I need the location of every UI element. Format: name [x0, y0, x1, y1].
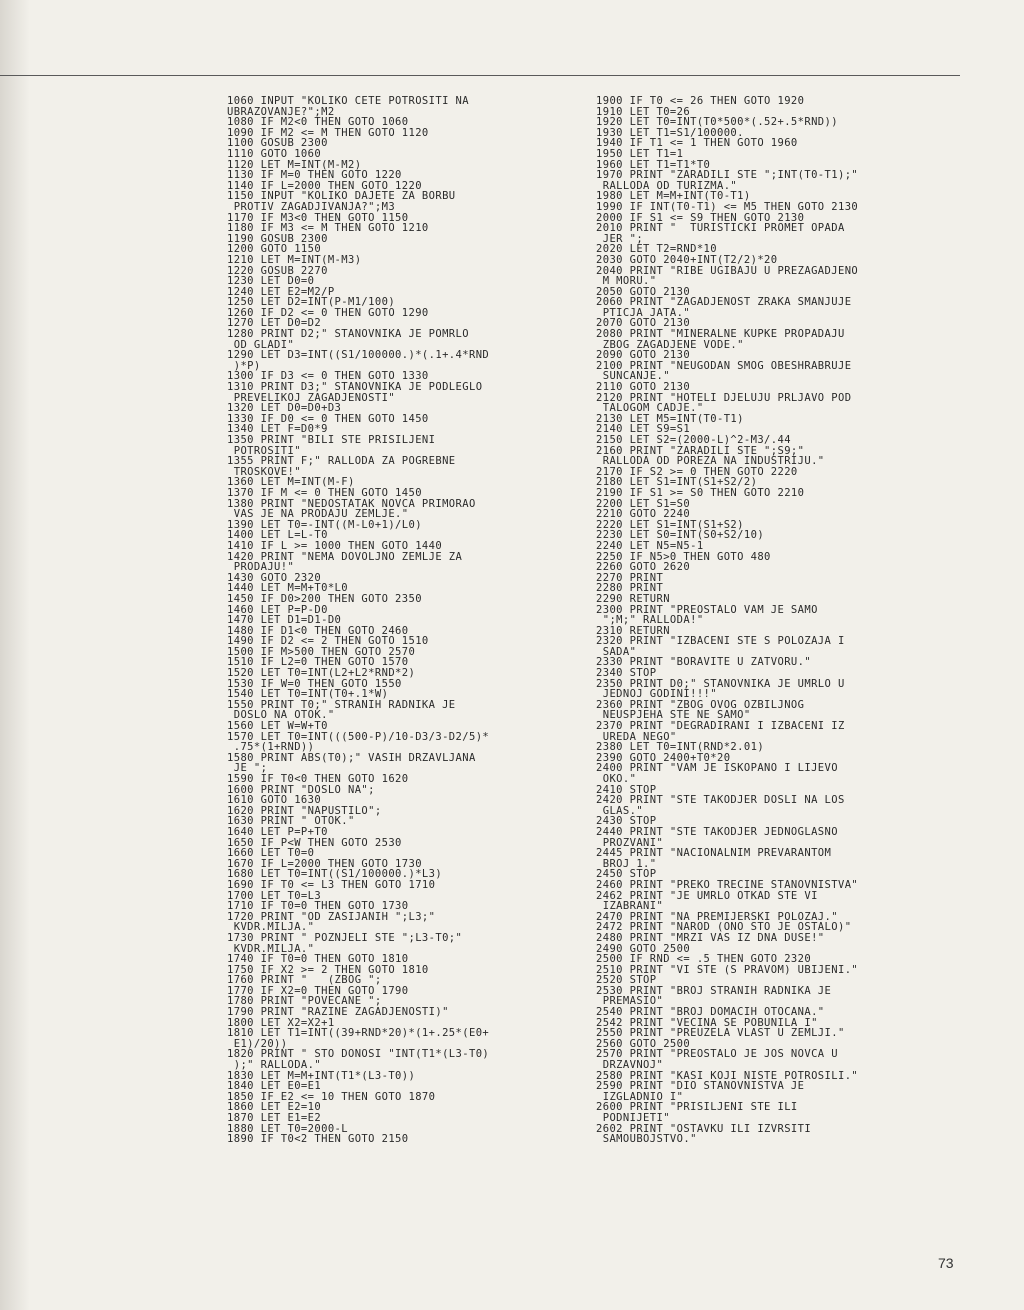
code-line: 1320 LET D0=D0+D3 — [227, 402, 342, 415]
code-line: 1210 LET M=INT(M-M3) — [227, 253, 362, 266]
code-line: 2040 PRINT "RIBE UGIBAJU U PREZAGADJENO — [596, 264, 859, 277]
code-line: JER "; — [596, 232, 644, 245]
code-line: SADA" — [596, 645, 637, 658]
code-line: 1900 IF T0 <= 26 THEN GOTO 1920 — [596, 95, 805, 107]
code-line: 1230 LET D0=0 — [227, 275, 315, 288]
code-line: )*P) — [227, 359, 261, 372]
code-line: 1800 LET X2=X2+1 — [227, 1016, 335, 1029]
code-line: 1470 LET D1=D1-D0 — [227, 614, 342, 627]
code-line: 1840 LET E0=E1 — [227, 1080, 322, 1093]
code-line: 2590 PRINT "DIO STANOVNISTVA JE — [596, 1080, 805, 1093]
code-line: 2462 PRINT "JE UMRLO OTKAD STE VI — [596, 889, 818, 902]
code-line: ";M;" RALLODA!" — [596, 614, 704, 627]
code-line: 2290 RETURN — [596, 592, 670, 605]
code-line: 2230 LET S0=INT(S0+S2/10) — [596, 529, 765, 542]
code-line: 1430 GOTO 2320 — [227, 571, 322, 584]
code-line: 2540 PRINT "BROJ DOMACIH OTOCANA." — [596, 1006, 825, 1019]
code-line: 1330 IF D0 <= 0 THEN GOTO 1450 — [227, 412, 429, 425]
code-line: 1760 PRINT " (ZBOG "; — [227, 974, 382, 987]
code-line: 2180 LET S1=INT(S1+S2/2) — [596, 476, 758, 489]
code-line: JEDNOJ GODINI!!!" — [596, 688, 717, 701]
code-line: 1220 GOSUB 2270 — [227, 264, 328, 277]
code-line: 2130 LET M5=INT(T0-T1) — [596, 412, 744, 425]
code-line: 1610 GOTO 1630 — [227, 794, 322, 807]
code-line: 2410 STOP — [596, 783, 657, 796]
code-line: 2340 STOP — [596, 667, 657, 680]
code-line: 1400 LET L=L-T0 — [227, 529, 328, 542]
code-line: 1350 PRINT "BILI STE PRISILJENI — [227, 434, 436, 446]
code-line: PROTIV ZAGADJIVANJA?";M3 — [227, 200, 396, 213]
code-line: 1830 LET M=M+INT(T1*(L3-T0)) — [227, 1069, 416, 1082]
code-line: NEUSPJEHA STE NE SAMO" — [596, 709, 751, 722]
code-line: 2450 STOP — [596, 868, 657, 881]
code-line: 1960 LET T1=T1*T0 — [596, 158, 711, 171]
code-line: 2220 LET S1=INT(S1+S2) — [596, 518, 744, 531]
code-line: OD GLADI" — [227, 338, 295, 351]
code-line: 2320 PRINT "IZBACENI STE S POLOZAJA I — [596, 635, 845, 648]
code-line: 2120 PRINT "HOTELI DJELUJU PRLJAVO POD — [596, 391, 852, 404]
code-line: 1280 PRINT D2;" STANOVNIKA JE POMRLO — [227, 328, 469, 341]
code-line: 1790 PRINT "RAZINE ZAGADJENOSTI)" — [227, 1006, 449, 1019]
code-line: 1540 LET T0=INT(T0+.1*W) — [227, 688, 389, 701]
code-line: 1490 IF D2 <= 2 THEN GOTO 1510 — [227, 635, 429, 648]
code-line: 2472 PRINT "NAROD (ONO STO JE OSTALO)" — [596, 921, 852, 934]
code-line: PTICJA JATA." — [596, 306, 691, 319]
code-line: 2260 GOTO 2620 — [596, 561, 691, 574]
code-line: SAMOUBOJSTVO." — [596, 1133, 697, 1146]
code-line: 1680 LET T0=INT((S1/100000.)*L3) — [227, 868, 443, 881]
code-line: 1580 PRINT ABS(T0);" VASIH DRZAVLJANA — [227, 751, 476, 764]
code-line: 2530 PRINT "BROJ STRANIH RADNIKA JE — [596, 984, 832, 997]
code-line: 1930 LET T1=S1/100000. — [596, 126, 744, 139]
code-line: BROJ 1." — [596, 857, 657, 870]
code-line: SUNCANJE." — [596, 370, 670, 383]
code-line: 1850 IF E2 <= 10 THEN GOTO 1870 — [227, 1090, 436, 1103]
code-line: 2280 PRINT — [596, 582, 664, 595]
code-line: 1480 IF D1<0 THEN GOTO 2460 — [227, 624, 409, 637]
code-line: 2030 GOTO 2040+INT(T2/2)*20 — [596, 253, 778, 266]
code-line: 1260 IF D2 <= 0 THEN GOTO 1290 — [227, 306, 429, 319]
code-line: 2600 PRINT "PRISILJENI STE ILI — [596, 1101, 798, 1114]
code-line: 1370 IF M <= 0 THEN GOTO 1450 — [227, 486, 422, 499]
code-line: 2050 GOTO 2130 — [596, 285, 691, 298]
code-line: 1550 PRINT T0;" STRANIH RADNIKA JE — [227, 698, 456, 711]
code-line: 2170 IF S2 >= 0 THEN GOTO 2220 — [596, 465, 798, 478]
code-line: 1390 LET T0=-INT((M-L0+1)/L0) — [227, 518, 422, 531]
code-line: 1570 LET T0=INT(((500-P)/10-D3/3-D2/5)* — [227, 730, 490, 743]
code-line: 2380 LET T0=INT(RND*2.01) — [596, 741, 765, 754]
code-line: 1080 IF M2<0 THEN GOTO 1060 — [227, 116, 409, 129]
code-line: 1340 LET F=D0*9 — [227, 423, 328, 436]
code-line: 2090 GOTO 2130 — [596, 349, 691, 362]
code-line: 1170 IF M3<0 THEN GOTO 1150 — [227, 211, 409, 224]
code-line: 2550 PRINT "PREUZELA VLAST U ZEMLJI." — [596, 1027, 845, 1040]
code-line: DOSLO NA OTOK." — [227, 709, 335, 722]
code-line: 2500 IF RND <= .5 THEN GOTO 2320 — [596, 953, 812, 966]
code-line: 1130 IF M=0 THEN GOTO 1220 — [227, 169, 402, 182]
code-line: 2490 GOTO 2500 — [596, 942, 691, 955]
code-line: 1500 IF M>500 THEN GOTO 2570 — [227, 645, 416, 658]
code-line: 2542 PRINT "VECINA SE POBUNILA I" — [596, 1016, 818, 1029]
code-line: 2360 PRINT "ZBOG OVOG OZBILJNOG — [596, 698, 805, 711]
code-line: 2430 STOP — [596, 815, 657, 828]
code-line: 2160 PRINT "ZARADILI STE ";S9;" — [596, 444, 805, 457]
code-line: 2510 PRINT "VI STE (S PRAVOM) UBIJENI." — [596, 963, 859, 976]
code-line: );" RALLODA." — [227, 1059, 322, 1072]
code-line: 2602 PRINT "OSTAVKU ILI IZVRSITI — [596, 1122, 812, 1135]
code-line: 1110 GOTO 1060 — [227, 147, 322, 160]
code-line: 1980 LET M=M+INT(T0-T1) — [596, 190, 751, 203]
code-line: JE "; — [227, 762, 268, 775]
code-line: UBRAZOVANJE?";M2 — [227, 105, 335, 118]
code-line: 1810 LET T1=INT((39+RND*20)*(1+.25*(E0+ — [227, 1027, 490, 1040]
code-line: 2200 LET S1=S0 — [596, 497, 691, 510]
code-line: 1380 PRINT "NEDOSTATAK NOVCA PRIMORAO — [227, 497, 476, 510]
code-line: 1100 GOSUB 2300 — [227, 137, 328, 150]
code-line: 2420 PRINT "STE TAKODJER DOSLI NA LOS — [596, 794, 845, 807]
code-line: 2190 IF S1 >= S0 THEN GOTO 2210 — [596, 486, 805, 499]
code-line: 1060 INPUT "KOLIKO CETE POTROSITI NA — [227, 95, 469, 107]
code-line: E1)/20)) — [227, 1037, 288, 1050]
code-line: 2390 GOTO 2400+T0*20 — [596, 751, 731, 764]
code-line: IZABRANI" — [596, 900, 664, 913]
code-line: 2100 PRINT "NEUGODAN SMOG OBESHRABRUJE — [596, 359, 852, 372]
code-line: 2010 PRINT " TURISTICKI PROMET OPADA — [596, 222, 845, 235]
code-line: 2110 GOTO 2130 — [596, 381, 691, 394]
code-line: 1510 IF L2=0 THEN GOTO 1570 — [227, 656, 409, 669]
code-line: 2140 LET S9=S1 — [596, 423, 691, 436]
code-line: 2060 PRINT "ZAGADJENOST ZRAKA SMANJUJE — [596, 296, 852, 309]
code-line: 1355 PRINT F;" RALLODA ZA POGREBNE — [227, 455, 456, 468]
code-line: TROSKOVE!" — [227, 465, 301, 478]
code-line: 1670 IF L=2000 THEN GOTO 1730 — [227, 857, 422, 870]
code-line: 1520 LET T0=INT(L2+L2*RND*2) — [227, 667, 416, 680]
code-line: 1360 LET M=INT(M-F) — [227, 476, 355, 489]
code-line: PREMASIO" — [596, 995, 664, 1008]
code-line: 1530 IF W=0 THEN GOTO 1550 — [227, 677, 402, 690]
code-line: 2460 PRINT "PREKO TRECINE STANOVNISTVA" — [596, 878, 859, 891]
page-binding-shadow — [0, 0, 30, 1310]
code-line: 1730 PRINT " POZNJELI STE ";L3-T0;" — [227, 931, 463, 944]
code-line: 2020 LET T2=RND*10 — [596, 243, 717, 256]
code-line: 1920 LET T0=INT(T0*500*(.52+.5*RND)) — [596, 116, 838, 129]
code-line: 2270 PRINT — [596, 571, 664, 584]
code-line: 2560 GOTO 2500 — [596, 1037, 691, 1050]
code-line: 1290 LET D3=INT((S1/100000.)*(.1+.4*RND — [227, 349, 490, 362]
page-number: 73 — [938, 1255, 954, 1271]
code-line: 2520 STOP — [596, 974, 657, 987]
code-line: 1630 PRINT " OTOK." — [227, 815, 355, 828]
code-line: 2250 IF N5>0 THEN GOTO 480 — [596, 550, 771, 563]
code-line: 1460 LET P=P-D0 — [227, 603, 328, 616]
code-line: RALLODA OD POREZA NA INDUSTRIJU." — [596, 455, 825, 468]
code-line: 1750 IF X2 >= 2 THEN GOTO 1810 — [227, 963, 429, 976]
code-line: 1660 LET T0=0 — [227, 847, 315, 860]
code-line: 1890 IF T0<2 THEN GOTO 2150 — [227, 1133, 409, 1146]
code-line: 1950 LET T1=1 — [596, 147, 684, 160]
header-rule — [0, 75, 960, 76]
code-line: PROZVANI" — [596, 836, 664, 849]
code-line: 1090 IF M2 <= M THEN GOTO 1120 — [227, 126, 429, 139]
code-line: 2310 RETURN — [596, 624, 670, 637]
code-line: PODNIJETI" — [596, 1112, 670, 1124]
code-line: 2440 PRINT "STE TAKODJER JEDNOGLASNO — [596, 825, 838, 838]
code-line: 1820 PRINT " STO DONOSI "INT(T1*(L3-T0) — [227, 1048, 490, 1061]
code-line: 1120 LET M=INT(M-M2) — [227, 158, 362, 171]
code-line: 1240 LET E2=M2/P — [227, 285, 335, 298]
code-line: 1410 IF L >= 1000 THEN GOTO 1440 — [227, 539, 443, 552]
code-line: 2470 PRINT "NA PREMIJERSKI POLOZAJ." — [596, 910, 838, 923]
code-line: 1150 INPUT "KOLIKO DAJETE ZA BORBU — [227, 190, 456, 203]
code-line: 2580 PRINT "KASI KOJI NISTE POTROSILI." — [596, 1069, 859, 1082]
code-line: 1300 IF D3 <= 0 THEN GOTO 1330 — [227, 370, 429, 383]
code-line: 1420 PRINT "NEMA DOVOLJNO ZEMLJE ZA — [227, 550, 463, 563]
code-line: 1990 IF INT(T0-T1) <= M5 THEN GOTO 2130 — [596, 200, 859, 213]
code-line: 1770 IF X2=0 THEN GOTO 1790 — [227, 984, 409, 997]
code-line: M MORU." — [596, 275, 657, 288]
code-line: 2330 PRINT "BORAVITE U ZATVORU." — [596, 656, 812, 669]
code-line: 1780 PRINT "POVECANE "; — [227, 995, 382, 1008]
code-line: 1700 LET T0=L3 — [227, 889, 322, 902]
code-line: TALOGOM CADJE." — [596, 402, 704, 415]
code-line: 1940 IF T1 <= 1 THEN GOTO 1960 — [596, 137, 798, 150]
code-line: 2070 GOTO 2130 — [596, 317, 691, 330]
code-line: 1250 LET D2=INT(P-M1/100) — [227, 296, 396, 309]
code-line: 2570 PRINT "PREOSTALO JE JOS NOVCA U — [596, 1048, 838, 1061]
code-line: 2480 PRINT "MRZI VAS IZ DNA DUSE!" — [596, 931, 825, 944]
code-line: PREVELIKOJ ZAGADJENOSTI" — [227, 391, 396, 404]
code-line: 2350 PRINT D0;" STANOVNIKA JE UMRLO U — [596, 677, 845, 690]
code-line: DRZAVNOJ" — [596, 1059, 664, 1072]
code-line: 1870 LET E1=E2 — [227, 1112, 322, 1124]
code-line: 2445 PRINT "NACIONALNIM PREVARANTOM — [596, 847, 832, 860]
code-line: KVDR.MILJA." — [227, 921, 315, 934]
code-line: ZBOG ZAGADJENE VODE." — [596, 338, 744, 351]
code-line: PRODAJU!" — [227, 561, 295, 574]
code-line: 1710 IF T0=0 THEN GOTO 1730 — [227, 900, 409, 913]
code-line: 1140 IF L=2000 THEN GOTO 1220 — [227, 179, 422, 192]
program-listing-right-column — [596, 96, 976, 1145]
code-line: GLAS." — [596, 804, 644, 817]
code-line: VAS JE NA PRODAJU ZEMLJE." — [227, 508, 409, 521]
code-line: 1310 PRINT D3;" STANOVNIKA JE PODLEGLO — [227, 381, 483, 394]
code-line: 2370 PRINT "DEGRADIRANI I IZBACENI IZ — [596, 720, 845, 733]
code-line: 1190 GOSUB 2300 — [227, 232, 328, 245]
code-line: 2300 PRINT "PREOSTALO VAM JE SAMO — [596, 603, 818, 616]
code-line: IZGLADNIO I" — [596, 1090, 684, 1103]
code-line: 1690 IF T0 <= L3 THEN GOTO 1710 — [227, 878, 436, 891]
code-line: .75*(1+RND)) — [227, 741, 315, 754]
code-line: 2210 GOTO 2240 — [596, 508, 691, 521]
code-line: 1880 LET T0=2000-L — [227, 1122, 348, 1135]
code-line: 2240 LET N5=N5-1 — [596, 539, 704, 552]
program-listing-left-column — [227, 96, 582, 1145]
code-line: 1450 IF D0>200 THEN GOTO 2350 — [227, 592, 422, 605]
code-line: 2400 PRINT "VAM JE ISKOPANO I LIJEVO — [596, 762, 838, 775]
code-line: 1910 LET T0=26 — [596, 105, 691, 118]
code-line: 1590 IF T0<0 THEN GOTO 1620 — [227, 773, 409, 785]
code-line: 2000 IF S1 <= S9 THEN GOTO 2130 — [596, 211, 805, 224]
code-line: 1740 IF T0=0 THEN GOTO 1810 — [227, 953, 409, 966]
code-line: RALLODA OD TURIZMA." — [596, 179, 738, 192]
code-line: 1180 IF M3 <= M THEN GOTO 1210 — [227, 222, 429, 235]
code-line: POTROSITI" — [227, 444, 301, 457]
code-line: KVDR.MILJA." — [227, 942, 315, 955]
code-line: 1720 PRINT "OD ZASIJANIH ";L3;" — [227, 910, 436, 923]
code-line: 2080 PRINT "MINERALNE KUPKE PROPADAJU — [596, 328, 845, 341]
code-line: 1620 PRINT "NAPUSTILO"; — [227, 804, 382, 817]
code-line: 1970 PRINT "ZARADILI STE ";INT(T0-T1);" — [596, 169, 859, 182]
code-line: 1650 IF P<W THEN GOTO 2530 — [227, 836, 402, 849]
code-line: 2150 LET S2=(2000-L)^2-M3/.44 — [596, 434, 791, 446]
code-line: OKO." — [596, 773, 637, 785]
code-line: 1560 LET W=W+T0 — [227, 720, 328, 733]
code-line: 1200 GOTO 1150 — [227, 243, 322, 256]
code-line: 1440 LET M=M+T0*L0 — [227, 582, 348, 595]
code-line: 1860 LET E2=10 — [227, 1101, 322, 1114]
code-line: 1640 LET P=P+T0 — [227, 825, 328, 838]
code-line: 1600 PRINT "DOSLO NA"; — [227, 783, 375, 796]
code-line: 1270 LET D0=D2 — [227, 317, 322, 330]
code-line: UREDA NEGO" — [596, 730, 677, 743]
